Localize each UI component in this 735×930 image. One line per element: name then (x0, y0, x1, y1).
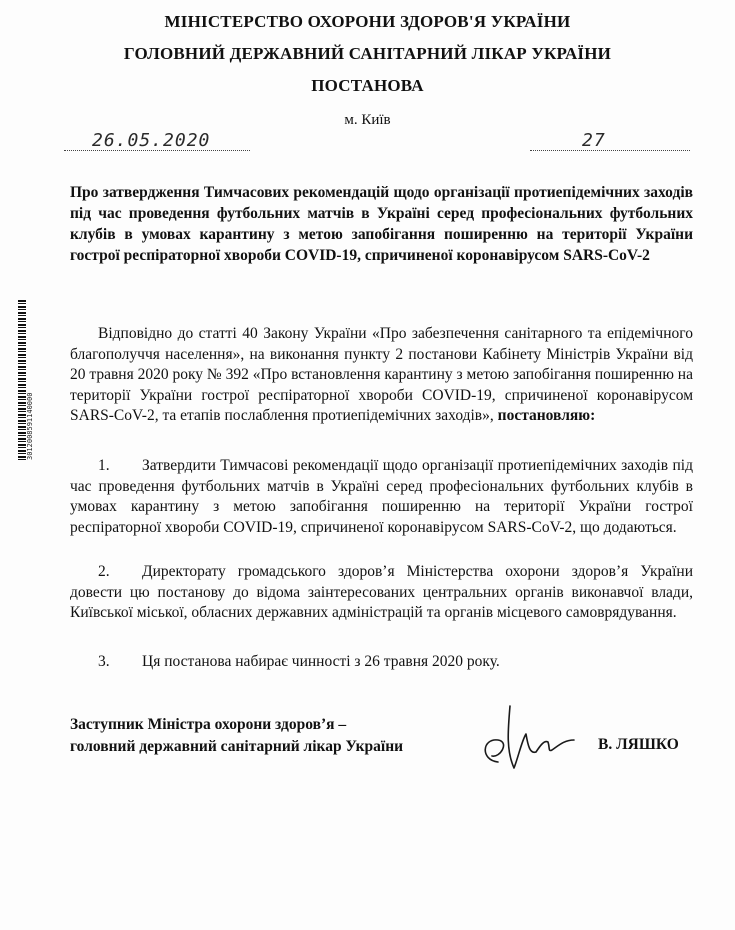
clause-3 (70, 652, 693, 673)
document-number: 27 (582, 130, 606, 151)
document-date: 26.05.2020 (92, 130, 211, 151)
handwritten-signature (470, 700, 580, 780)
ministry-heading: МІНІСТЕРСТВО ОХОРОНИ ЗДОРОВ'Я УКРАЇНИ (164, 12, 571, 31)
barcode (18, 300, 26, 460)
position-line-2: головний державний санітарний лікар України (70, 738, 404, 755)
resolution-keyword: постановляю: (497, 407, 596, 424)
clause-2 (70, 562, 693, 624)
document-title: Про затвердження Тимчасових рекомендацій щодо організації протиепідемічних заходів під час проведення футбольних матчів в Україні серед професіональних футбольних клубів в умовах карантину з метою запобігання поширенню на території України гострої респіраторної хвороби COVID-19, спричиненої коронавірусом SARS-CoV-2 (70, 184, 693, 264)
position-line-1: Заступник Міністра охорони здоров’я – (70, 716, 347, 733)
city: м. Київ (344, 112, 391, 128)
preamble-text: Відповідно до статті 40 Закону України «Про забезпечення санітарного та епідемічного благополуччя населення», на виконання пункту 2 постанови Кабінету Міністрів України від 20 травня 2020 року № 392 «Про встановлення карантину з метою запобігання поширенню на території України гострої респіраторної хвороби COVID-19, спричиненої коронавірусом SARS-CoV-2, та етапів послаблення протиепідемічних заходів», (70, 325, 693, 424)
clause-1 (70, 456, 693, 538)
clause-text: Ця постанова набирає чинності з 26 травня 2020 року. (142, 653, 500, 670)
document-type: ПОСТАНОВА (311, 76, 424, 95)
preamble-paragraph (70, 324, 693, 427)
clause-number: 3. (98, 653, 110, 670)
clause-text: Затвердити Тимчасові рекомендації щодо організації протиепідемічних заходів під час проведення футбольних матчів в Україні серед професіональних футбольних клубів в умовах карантину з метою запобігання поширенню на території України гострої респіраторної хвороби COVID-19, спричиненої коронавірусом SARS-CoV-2, що додаються. (70, 457, 693, 536)
signatory-position (70, 714, 490, 758)
clause-text: Директорату громадського здоров’я Міністерства охорони здоров’я України довести цю постанову до відома заінтересованих центральних органів виконавчої влади, Київської міської, обласних державних адміністрацій та органів місцевого самоврядування. (70, 563, 693, 621)
signatory-name: В. ЛЯШКО (598, 736, 679, 753)
clause-number: 2. (98, 563, 110, 580)
barcode-digits: 3012008591140000 (26, 392, 34, 460)
clause-number: 1. (98, 457, 110, 474)
chief-doctor-heading: ГОЛОВНИЙ ДЕРЖАВНИЙ САНІТАРНИЙ ЛІКАР УКРАЇНИ (123, 44, 612, 63)
number-line (530, 150, 690, 151)
